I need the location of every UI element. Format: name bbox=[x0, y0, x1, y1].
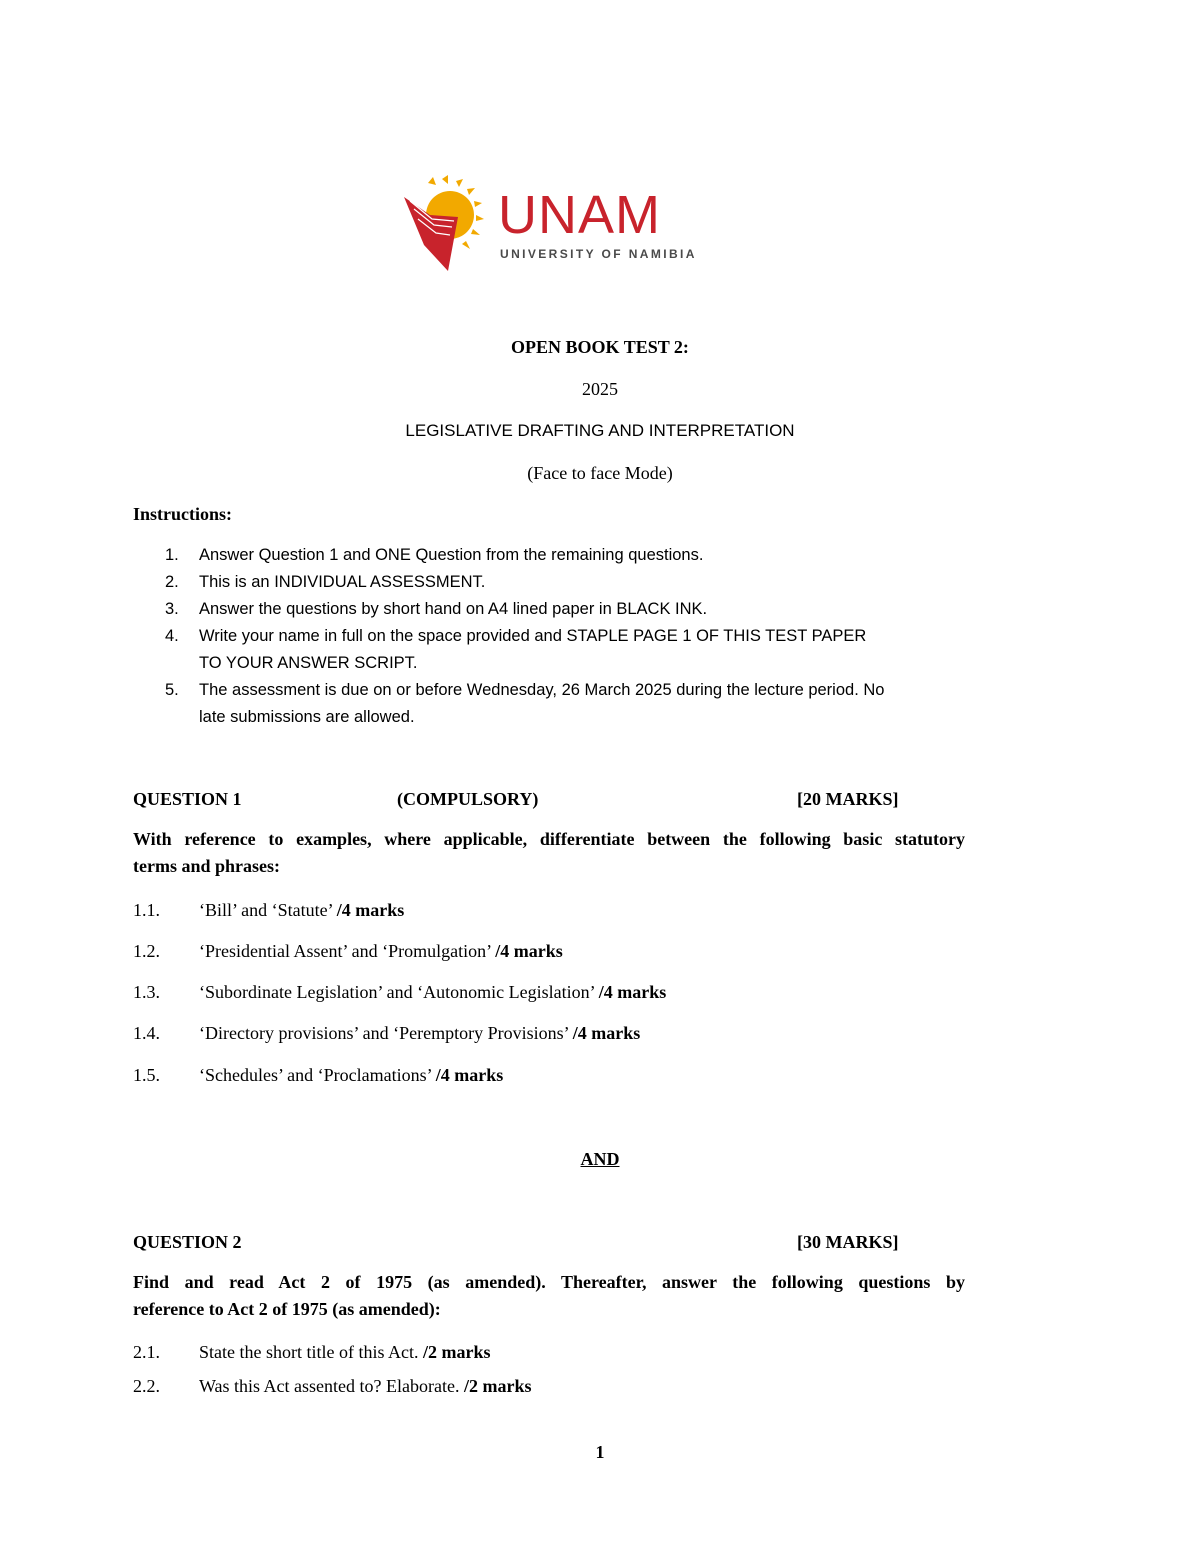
delivery-mode: (Face to face Mode) bbox=[527, 463, 673, 483]
item-number: 1.5. bbox=[133, 1065, 160, 1085]
item-text: ‘Schedules’ and ‘Proclamations’ bbox=[199, 1065, 436, 1085]
test-year: 2025 bbox=[582, 379, 618, 399]
item-text: ‘Bill’ and ‘Statute’ bbox=[199, 900, 337, 920]
question-2-marks: [30 MARKS] bbox=[797, 1232, 899, 1252]
item-marks: /4 marks bbox=[495, 941, 563, 961]
item-marks: /4 marks bbox=[435, 1065, 504, 1085]
page-number: 1 bbox=[595, 1442, 605, 1462]
item-text: ‘Presidential Assent’ and ‘Promulgation’ bbox=[199, 941, 496, 961]
item-number: 1.2. bbox=[133, 941, 160, 961]
item-number: 1.3. bbox=[133, 982, 160, 1002]
item-number: 2.1. bbox=[133, 1342, 160, 1362]
and-separator: AND bbox=[580, 1149, 620, 1169]
question-1-compulsory-tag: (COMPULSORY) bbox=[397, 789, 539, 809]
item-number: 1. bbox=[165, 546, 179, 564]
item-number: 2. bbox=[165, 573, 179, 591]
item-text: Was this Act assented to? Elaborate. bbox=[199, 1376, 464, 1396]
item-text: Write your name in full on the space provided and STAPLE PAGE 1 OF THIS TEST PAPER bbox=[199, 627, 867, 645]
logo-subtitle: UNIVERSITY OF NAMIBIA bbox=[500, 247, 697, 261]
item-marks: /4 marks bbox=[598, 982, 667, 1002]
question-2-prompt bbox=[133, 1269, 965, 1323]
item-number: 4. bbox=[165, 627, 179, 645]
item-text: ‘Subordinate Legislation’ and ‘Autonomic Legislation’ bbox=[199, 982, 599, 1002]
course-name: LEGISLATIVE DRAFTING AND INTERPRETATION bbox=[405, 421, 795, 440]
instructions-heading: Instructions: bbox=[133, 504, 233, 524]
unam-logo bbox=[400, 175, 700, 275]
item-marks: /4 marks bbox=[336, 900, 405, 920]
item-text: TO YOUR ANSWER SCRIPT. bbox=[199, 654, 418, 672]
item-number: 1.1. bbox=[133, 900, 160, 920]
test-title: OPEN BOOK TEST 2: bbox=[511, 337, 689, 357]
prompt-line: With reference to examples, where applicable, differentiate between the following basic statutory bbox=[133, 829, 965, 849]
item-text: This is an INDIVIDUAL ASSESSMENT. bbox=[199, 573, 486, 591]
prompt-line: reference to Act 2 of 1975 (as amended): bbox=[133, 1299, 441, 1319]
item-text: Answer Question 1 and ONE Question from the remaining questions. bbox=[199, 546, 704, 564]
item-text: late submissions are allowed. bbox=[199, 708, 415, 726]
item-text: Answer the questions by short hand on A4 lined paper in BLACK INK. bbox=[199, 600, 708, 618]
item-marks: /4 marks bbox=[572, 1023, 641, 1043]
question-2-label: QUESTION 2 bbox=[133, 1232, 242, 1252]
item-text: State the short title of this Act. bbox=[199, 1342, 423, 1362]
logo-wordmark: UNAM bbox=[498, 185, 661, 245]
item-number: 5. bbox=[165, 681, 179, 699]
prompt-line: Find and read Act 2 of 1975 (as amended). Thereafter, answer the following questions by bbox=[133, 1272, 965, 1292]
item-text: ‘Directory provisions’ and ‘Peremptory Provisions’ bbox=[199, 1023, 573, 1043]
item-marks: /2 marks bbox=[463, 1376, 532, 1396]
item-number: 2.2. bbox=[133, 1376, 160, 1396]
question-1-prompt bbox=[133, 826, 965, 880]
item-number: 3. bbox=[165, 600, 179, 618]
item-text: The assessment is due on or before Wednesday, 26 March 2025 during the lecture period. No bbox=[199, 681, 885, 699]
item-number: 1.4. bbox=[133, 1023, 160, 1043]
book-sun-emblem-icon bbox=[400, 175, 500, 275]
prompt-line: terms and phrases: bbox=[133, 856, 280, 876]
question-1-marks: [20 MARKS] bbox=[797, 789, 899, 809]
item-marks: /2 marks bbox=[422, 1342, 491, 1362]
question-1-label: QUESTION 1 bbox=[133, 789, 242, 809]
